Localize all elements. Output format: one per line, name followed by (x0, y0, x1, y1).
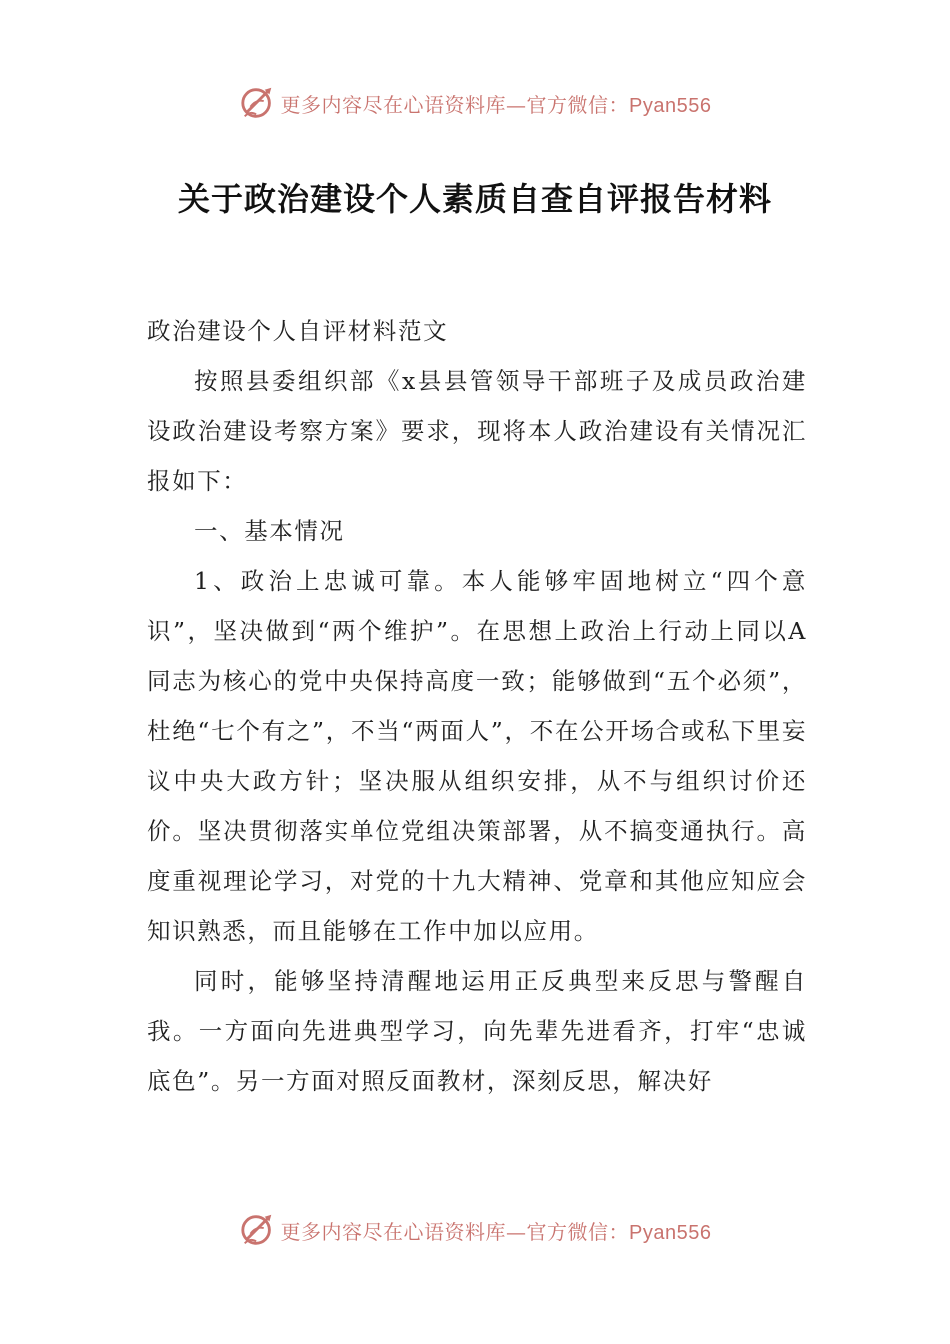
footer-watermark-text: 更多内容尽在心语资料库—官方微信：Pyan556 (280, 1219, 712, 1244)
section-heading-basic-situation: 一、基本情况 (194, 517, 345, 545)
document-body (147, 306, 807, 1106)
header-wechat-id: Pyan556 (629, 94, 712, 117)
paragraph-intro: 按照县委组织部《x县县管领导干部班子及成员政治建设政治建设考察方案》要求，现将本人政治建设有关情况汇报如下： (147, 367, 807, 495)
paragraph-subtitle: 政治建设个人自评材料范文 (147, 317, 449, 345)
paragraph-political-loyalty: 1、政治上忠诚可靠。本人能够牢固地树立“四个意识”，坚决做到“两个维护”。在思想上政治上行动上同以A同志为核心的党中央保持高度一致；能够做到“五个必须”，杜绝“七个有之”，不当“两面人”，不在公开场合或私下里妄议中央大政方针；坚决服从组织安排，从不与组织讨价还价。坚决贯彻落实单位党组决策部署，从不搞变通执行。高度重视理论学习，对党的十九大精神、党章和其他应知应会知识熟悉，而且能够在工作中加以应用。 (147, 567, 807, 945)
footer-wechat-id: Pyan556 (629, 1221, 712, 1244)
document-title: 关于政治建设个人素质自查自评报告材料 (177, 180, 772, 218)
footer-watermark-banner (0, 1210, 950, 1250)
header-watermark-text: 更多内容尽在心语资料库—官方微信：Pyan556 (280, 92, 712, 117)
header-watermark-banner (0, 83, 950, 123)
pen-logo-icon (239, 1211, 277, 1249)
pen-logo-icon (239, 84, 277, 122)
paragraph-reflection: 同时，能够坚持清醒地运用正反典型来反思与警醒自我。一方面向先进典型学习，向先辈先进看齐，打牢“忠诚底色”。另一方面对照反面教材，深刻反思，解决好 (147, 967, 807, 1095)
